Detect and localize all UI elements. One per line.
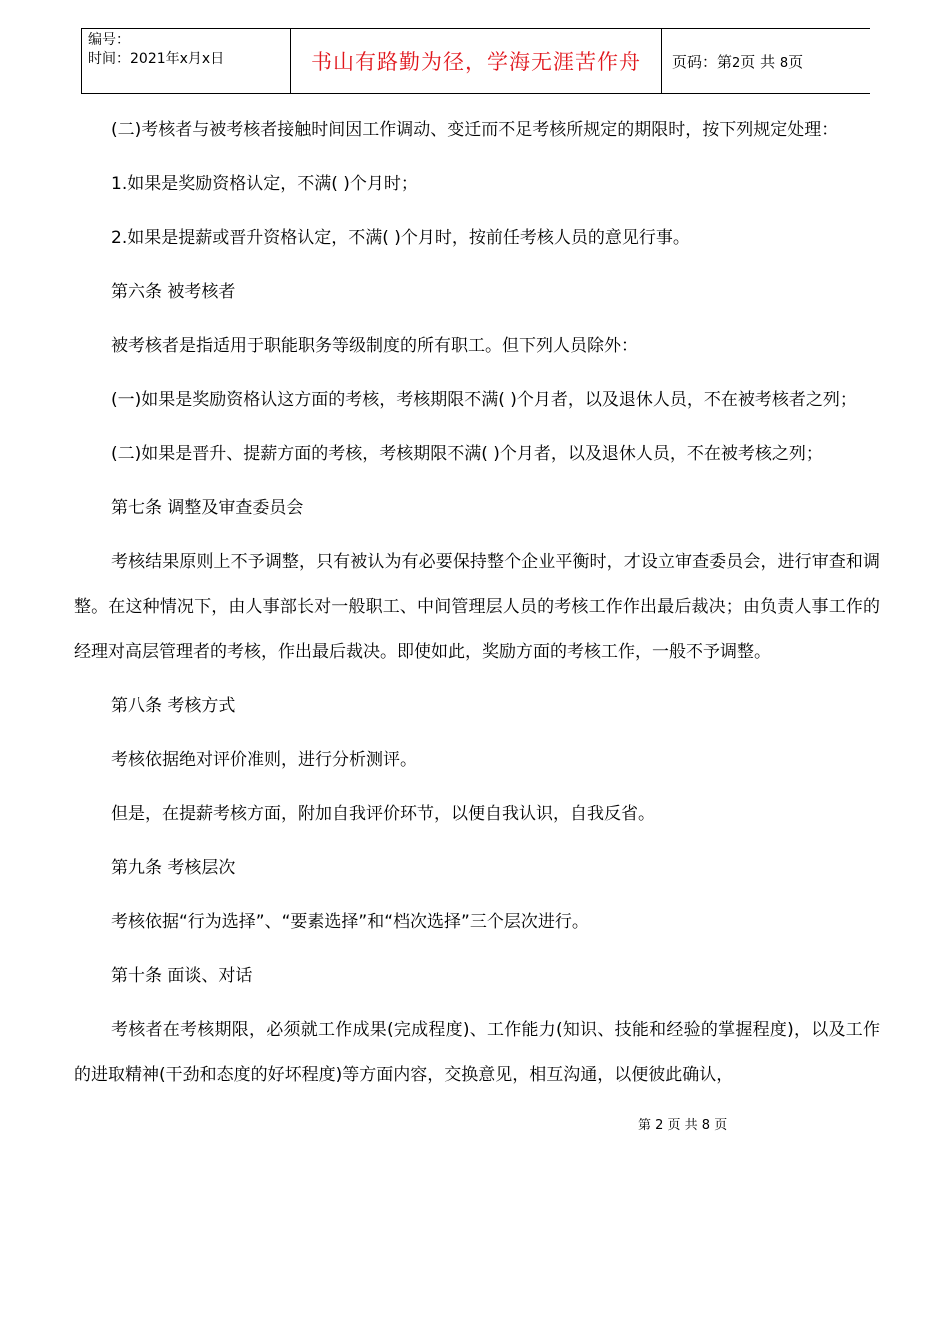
- paragraph: 1.如果是奖励资格认定，不满( )个月时；: [111, 174, 418, 194]
- paragraph: 考核依据绝对评价准则，进行分析测评。: [111, 750, 417, 770]
- paragraph: (二)考核者与被考核者接触时间因工作调动、变迁而不足考核所规定的期限时，按下列规定处理：: [111, 120, 839, 140]
- section-heading: 第七条 调整及审查委员会: [111, 498, 304, 518]
- date-label: 时间：2021年x月x日: [88, 51, 225, 67]
- footer-page-number: 第 2 页 共 8 页: [636, 1114, 729, 1133]
- paragraph: 考核者在考核期限，必须就工作成果(完成程度)、工作能力(知识、技能和经验的掌握程度)，以及工作的进取精神(干劲和态度的好坏程度)等方面内容，交换意见，相互沟通，以便彼此确认，: [74, 1020, 880, 1085]
- paragraph: 2.如果是提薪或晋升资格认定，不满( )个月时，按前任考核人员的意见行事。: [111, 228, 690, 248]
- header-page-number: [662, 29, 871, 94]
- page-total: 8: [779, 55, 789, 71]
- section-heading: 第六条 被考核者: [111, 282, 236, 302]
- paragraph: (二)如果是晋升、提薪方面的考核，考核期限不满( )个月者，以及退休人员，不在被考核之列；: [111, 444, 823, 464]
- page-prefix: 页码：第: [672, 52, 733, 71]
- paragraph: 被考核者是指适用于职能职务等级制度的所有职工。但下列人员除外：: [111, 336, 638, 356]
- section-heading: 第八条 考核方式: [111, 696, 236, 716]
- paragraph: (一)如果是奖励资格认这方面的考核，考核期限不满( )个月者，以及退休人员，不在被考核者之列；: [111, 390, 857, 410]
- paragraph: 考核结果原则上不予调整，只有被认为有必要保持整个企业平衡时，才设立审查委员会，进行审查和调整。在这种情况下，由人事部长对一般职工、中间管理层人员的考核工作作出最后裁决；由负责人事工作的经理对高层管理者的考核，作出最后裁决。即使如此，奖励方面的考核工作，一般不予调整。: [74, 552, 880, 662]
- section-heading: 第十条 面谈、对话: [111, 966, 253, 986]
- paragraph: 考核依据“行为选择”、“要素选择”和“档次选择”三个层次进行。: [111, 912, 589, 932]
- section-heading: 第九条 考核层次: [111, 858, 236, 878]
- page-suffix: 页: [788, 52, 804, 71]
- page-mid: 页 共: [740, 52, 776, 71]
- document-header: [81, 28, 870, 94]
- page-current: 2: [732, 55, 741, 71]
- header-meta-cell: [82, 29, 291, 94]
- header-motto: 书山有路勤为径，学海无涯苦作舟: [291, 29, 662, 94]
- paragraph: 但是，在提薪考核方面，附加自我评价环节，以便自我认识，自我反省。: [111, 804, 655, 824]
- document-body: [74, 108, 880, 1107]
- serial-number-label: 编号：: [88, 32, 130, 48]
